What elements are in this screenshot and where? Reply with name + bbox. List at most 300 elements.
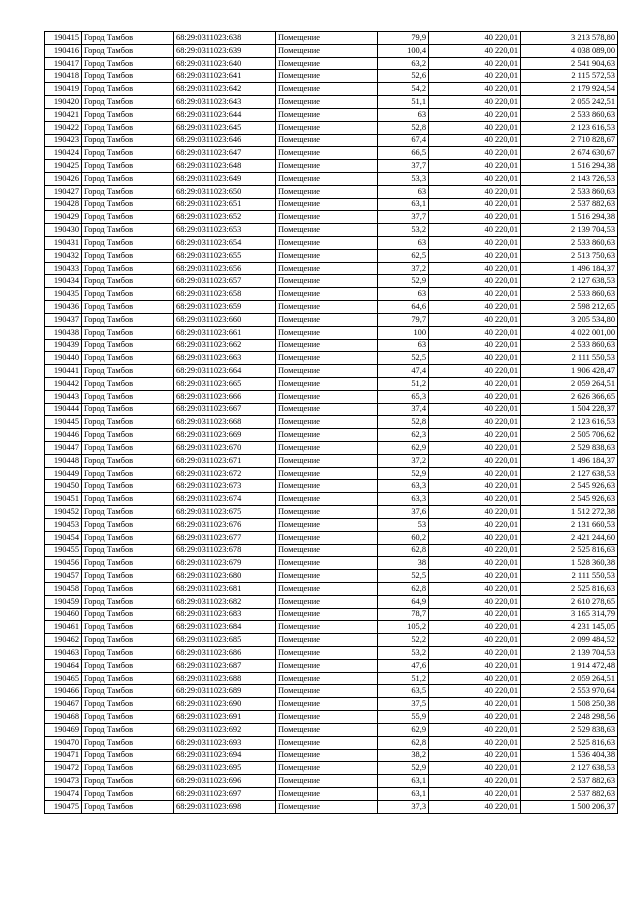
specific-value-cell: 40 220,01 [429, 96, 521, 109]
cadastral-value-cell: 4 231 145,05 [521, 621, 618, 634]
row-number-cell: 190451 [45, 493, 82, 506]
cadastral-number-cell: 68:29:0311023:646 [174, 134, 276, 147]
area-cell: 52,9 [378, 275, 429, 288]
area-cell: 37,6 [378, 506, 429, 519]
cadastral-value-cell: 2 111 550,53 [521, 570, 618, 583]
area-cell: 100 [378, 326, 429, 339]
row-number-cell: 190443 [45, 390, 82, 403]
table-row [45, 467, 618, 480]
area-cell: 62,5 [378, 249, 429, 262]
specific-value-cell: 40 220,01 [429, 275, 521, 288]
area-cell: 37,3 [378, 800, 429, 813]
municipality-cell: Город Тамбов [82, 531, 174, 544]
specific-value-cell: 40 220,01 [429, 723, 521, 736]
municipality-cell: Город Тамбов [82, 672, 174, 685]
specific-value-cell: 40 220,01 [429, 608, 521, 621]
cadastral-value-cell: 2 533 860,63 [521, 108, 618, 121]
specific-value-cell: 40 220,01 [429, 57, 521, 70]
area-cell: 52,5 [378, 352, 429, 365]
object-type-cell: Помещение [276, 647, 378, 660]
cadastral-number-cell: 68:29:0311023:651 [174, 198, 276, 211]
cadastral-value-cell: 2 127 638,53 [521, 275, 618, 288]
municipality-cell: Город Тамбов [82, 275, 174, 288]
municipality-cell: Город Тамбов [82, 787, 174, 800]
cadastral-number-cell: 68:29:0311023:698 [174, 800, 276, 813]
row-number-cell: 190424 [45, 147, 82, 160]
cadastral-number-cell: 68:29:0311023:668 [174, 416, 276, 429]
specific-value-cell: 40 220,01 [429, 557, 521, 570]
municipality-cell: Город Тамбов [82, 32, 174, 45]
table-row [45, 493, 618, 506]
row-number-cell: 190469 [45, 723, 82, 736]
cadastral-value-cell: 3 213 578,80 [521, 32, 618, 45]
municipality-cell: Город Тамбов [82, 570, 174, 583]
municipality-cell: Город Тамбов [82, 454, 174, 467]
municipality-cell: Город Тамбов [82, 390, 174, 403]
table-row [45, 185, 618, 198]
specific-value-cell: 40 220,01 [429, 531, 521, 544]
row-number-cell: 190450 [45, 480, 82, 493]
specific-value-cell: 40 220,01 [429, 352, 521, 365]
area-cell: 63 [378, 339, 429, 352]
municipality-cell: Город Тамбов [82, 582, 174, 595]
object-type-cell: Помещение [276, 211, 378, 224]
object-type-cell: Помещение [276, 44, 378, 57]
object-type-cell: Помещение [276, 83, 378, 96]
cadastral-number-cell: 68:29:0311023:652 [174, 211, 276, 224]
row-number-cell: 190430 [45, 224, 82, 237]
specific-value-cell: 40 220,01 [429, 647, 521, 660]
municipality-cell: Город Тамбов [82, 365, 174, 378]
object-type-cell: Помещение [276, 775, 378, 788]
document-page [44, 31, 618, 814]
object-type-cell: Помещение [276, 672, 378, 685]
cadastral-value-table [44, 31, 618, 814]
cadastral-value-cell: 2 111 550,53 [521, 352, 618, 365]
municipality-cell: Город Тамбов [82, 83, 174, 96]
area-cell: 51,1 [378, 96, 429, 109]
area-cell: 52,5 [378, 570, 429, 583]
object-type-cell: Помещение [276, 557, 378, 570]
specific-value-cell: 40 220,01 [429, 262, 521, 275]
row-number-cell: 190447 [45, 442, 82, 455]
table-row [45, 659, 618, 672]
municipality-cell: Город Тамбов [82, 237, 174, 250]
object-type-cell: Помещение [276, 800, 378, 813]
area-cell: 63,2 [378, 57, 429, 70]
cadastral-value-cell: 2 610 278,65 [521, 595, 618, 608]
cadastral-value-cell: 2 541 904,63 [521, 57, 618, 70]
specific-value-cell: 40 220,01 [429, 711, 521, 724]
cadastral-value-cell: 1 516 294,38 [521, 160, 618, 173]
table-row [45, 518, 618, 531]
object-type-cell: Помещение [276, 787, 378, 800]
area-cell: 63,3 [378, 493, 429, 506]
municipality-cell: Город Тамбов [82, 800, 174, 813]
area-cell: 62,8 [378, 544, 429, 557]
municipality-cell: Город Тамбов [82, 608, 174, 621]
table-row [45, 506, 618, 519]
municipality-cell: Город Тамбов [82, 121, 174, 134]
area-cell: 53,2 [378, 224, 429, 237]
area-cell: 63,3 [378, 480, 429, 493]
area-cell: 62,8 [378, 736, 429, 749]
area-cell: 65,3 [378, 390, 429, 403]
cadastral-value-cell: 2 059 264,51 [521, 672, 618, 685]
cadastral-number-cell: 68:29:0311023:666 [174, 390, 276, 403]
row-number-cell: 190456 [45, 557, 82, 570]
cadastral-number-cell: 68:29:0311023:645 [174, 121, 276, 134]
cadastral-value-cell: 2 545 926,63 [521, 493, 618, 506]
specific-value-cell: 40 220,01 [429, 659, 521, 672]
area-cell: 52,9 [378, 762, 429, 775]
specific-value-cell: 40 220,01 [429, 147, 521, 160]
area-cell: 51,2 [378, 377, 429, 390]
area-cell: 53,2 [378, 647, 429, 660]
cadastral-number-cell: 68:29:0311023:648 [174, 160, 276, 173]
object-type-cell: Помещение [276, 262, 378, 275]
municipality-cell: Город Тамбов [82, 224, 174, 237]
specific-value-cell: 40 220,01 [429, 736, 521, 749]
row-number-cell: 190465 [45, 672, 82, 685]
specific-value-cell: 40 220,01 [429, 44, 521, 57]
specific-value-cell: 40 220,01 [429, 544, 521, 557]
cadastral-value-cell: 1 512 272,38 [521, 506, 618, 519]
row-number-cell: 190473 [45, 775, 82, 788]
municipality-cell: Город Тамбов [82, 326, 174, 339]
specific-value-cell: 40 220,01 [429, 70, 521, 83]
specific-value-cell: 40 220,01 [429, 377, 521, 390]
cadastral-value-cell: 2 626 366,65 [521, 390, 618, 403]
row-number-cell: 190439 [45, 339, 82, 352]
cadastral-number-cell: 68:29:0311023:680 [174, 570, 276, 583]
cadastral-value-cell: 2 127 638,53 [521, 762, 618, 775]
table-row [45, 723, 618, 736]
specific-value-cell: 40 220,01 [429, 672, 521, 685]
cadastral-number-cell: 68:29:0311023:649 [174, 172, 276, 185]
table-row [45, 211, 618, 224]
table-body [45, 32, 618, 814]
specific-value-cell: 40 220,01 [429, 83, 521, 96]
cadastral-number-cell: 68:29:0311023:677 [174, 531, 276, 544]
table-row [45, 570, 618, 583]
row-number-cell: 190422 [45, 121, 82, 134]
cadastral-value-cell: 2 545 926,63 [521, 480, 618, 493]
cadastral-number-cell: 68:29:0311023:688 [174, 672, 276, 685]
table-row [45, 442, 618, 455]
table-row [45, 685, 618, 698]
municipality-cell: Город Тамбов [82, 57, 174, 70]
area-cell: 37,2 [378, 454, 429, 467]
row-number-cell: 190421 [45, 108, 82, 121]
object-type-cell: Помещение [276, 634, 378, 647]
object-type-cell: Помещение [276, 121, 378, 134]
area-cell: 79,9 [378, 32, 429, 45]
cadastral-number-cell: 68:29:0311023:664 [174, 365, 276, 378]
specific-value-cell: 40 220,01 [429, 467, 521, 480]
specific-value-cell: 40 220,01 [429, 762, 521, 775]
specific-value-cell: 40 220,01 [429, 685, 521, 698]
row-number-cell: 190417 [45, 57, 82, 70]
row-number-cell: 190467 [45, 698, 82, 711]
area-cell: 37,5 [378, 698, 429, 711]
cadastral-number-cell: 68:29:0311023:691 [174, 711, 276, 724]
table-row [45, 365, 618, 378]
cadastral-value-cell: 2 513 750,63 [521, 249, 618, 262]
cadastral-number-cell: 68:29:0311023:656 [174, 262, 276, 275]
table-row [45, 160, 618, 173]
cadastral-value-cell: 2 537 882,63 [521, 198, 618, 211]
cadastral-value-cell: 2 674 630,67 [521, 147, 618, 160]
table-row [45, 134, 618, 147]
row-number-cell: 190455 [45, 544, 82, 557]
cadastral-number-cell: 68:29:0311023:673 [174, 480, 276, 493]
municipality-cell: Город Тамбов [82, 70, 174, 83]
area-cell: 38,2 [378, 749, 429, 762]
object-type-cell: Помещение [276, 339, 378, 352]
municipality-cell: Город Тамбов [82, 634, 174, 647]
object-type-cell: Помещение [276, 608, 378, 621]
table-row [45, 352, 618, 365]
cadastral-value-cell: 1 496 184,37 [521, 262, 618, 275]
specific-value-cell: 40 220,01 [429, 416, 521, 429]
area-cell: 37,2 [378, 262, 429, 275]
cadastral-value-cell: 2 529 838,63 [521, 442, 618, 455]
cadastral-number-cell: 68:29:0311023:682 [174, 595, 276, 608]
area-cell: 63 [378, 108, 429, 121]
row-number-cell: 190426 [45, 172, 82, 185]
table-row [45, 275, 618, 288]
row-number-cell: 190463 [45, 647, 82, 660]
municipality-cell: Город Тамбов [82, 736, 174, 749]
cadastral-number-cell: 68:29:0311023:660 [174, 313, 276, 326]
table-row [45, 262, 618, 275]
table-row [45, 787, 618, 800]
specific-value-cell: 40 220,01 [429, 326, 521, 339]
cadastral-number-cell: 68:29:0311023:654 [174, 237, 276, 250]
municipality-cell: Город Тамбов [82, 544, 174, 557]
object-type-cell: Помещение [276, 377, 378, 390]
row-number-cell: 190420 [45, 96, 82, 109]
cadastral-number-cell: 68:29:0311023:669 [174, 429, 276, 442]
area-cell: 63 [378, 237, 429, 250]
cadastral-value-cell: 2 537 882,63 [521, 775, 618, 788]
table-row [45, 249, 618, 262]
table-row [45, 454, 618, 467]
cadastral-number-cell: 68:29:0311023:672 [174, 467, 276, 480]
specific-value-cell: 40 220,01 [429, 749, 521, 762]
object-type-cell: Помещение [276, 32, 378, 45]
row-number-cell: 190444 [45, 403, 82, 416]
area-cell: 54,2 [378, 83, 429, 96]
area-cell: 64,9 [378, 595, 429, 608]
municipality-cell: Город Тамбов [82, 595, 174, 608]
cadastral-number-cell: 68:29:0311023:659 [174, 301, 276, 314]
table-row [45, 544, 618, 557]
table-row [45, 339, 618, 352]
cadastral-number-cell: 68:29:0311023:643 [174, 96, 276, 109]
cadastral-value-cell: 2 710 828,67 [521, 134, 618, 147]
area-cell: 62,9 [378, 442, 429, 455]
object-type-cell: Помещение [276, 570, 378, 583]
municipality-cell: Город Тамбов [82, 147, 174, 160]
municipality-cell: Город Тамбов [82, 621, 174, 634]
cadastral-value-cell: 1 528 360,38 [521, 557, 618, 570]
specific-value-cell: 40 220,01 [429, 32, 521, 45]
object-type-cell: Помещение [276, 275, 378, 288]
cadastral-value-cell: 2 525 816,63 [521, 544, 618, 557]
row-number-cell: 190434 [45, 275, 82, 288]
cadastral-value-cell: 2 139 704,53 [521, 224, 618, 237]
row-number-cell: 190470 [45, 736, 82, 749]
area-cell: 55,9 [378, 711, 429, 724]
object-type-cell: Помещение [276, 249, 378, 262]
cadastral-number-cell: 68:29:0311023:696 [174, 775, 276, 788]
cadastral-number-cell: 68:29:0311023:692 [174, 723, 276, 736]
table-row [45, 711, 618, 724]
cadastral-value-cell: 4 022 001,00 [521, 326, 618, 339]
table-row [45, 595, 618, 608]
municipality-cell: Город Тамбов [82, 288, 174, 301]
cadastral-number-cell: 68:29:0311023:676 [174, 518, 276, 531]
row-number-cell: 190428 [45, 198, 82, 211]
cadastral-value-cell: 2 055 242,51 [521, 96, 618, 109]
municipality-cell: Город Тамбов [82, 96, 174, 109]
object-type-cell: Помещение [276, 326, 378, 339]
cadastral-value-cell: 2 533 860,63 [521, 185, 618, 198]
object-type-cell: Помещение [276, 762, 378, 775]
cadastral-value-cell: 4 038 089,00 [521, 44, 618, 57]
table-row [45, 557, 618, 570]
table-row [45, 390, 618, 403]
row-number-cell: 190436 [45, 301, 82, 314]
cadastral-number-cell: 68:29:0311023:683 [174, 608, 276, 621]
table-row [45, 32, 618, 45]
municipality-cell: Город Тамбов [82, 416, 174, 429]
area-cell: 79,7 [378, 313, 429, 326]
cadastral-number-cell: 68:29:0311023:644 [174, 108, 276, 121]
table-row [45, 172, 618, 185]
cadastral-value-cell: 2 115 572,53 [521, 70, 618, 83]
specific-value-cell: 40 220,01 [429, 787, 521, 800]
municipality-cell: Город Тамбов [82, 557, 174, 570]
table-row [45, 416, 618, 429]
cadastral-number-cell: 68:29:0311023:690 [174, 698, 276, 711]
table-row [45, 237, 618, 250]
cadastral-number-cell: 68:29:0311023:642 [174, 83, 276, 96]
cadastral-value-cell: 2 533 860,63 [521, 288, 618, 301]
area-cell: 64,6 [378, 301, 429, 314]
cadastral-number-cell: 68:29:0311023:695 [174, 762, 276, 775]
object-type-cell: Помещение [276, 621, 378, 634]
row-number-cell: 190416 [45, 44, 82, 57]
object-type-cell: Помещение [276, 237, 378, 250]
area-cell: 62,8 [378, 582, 429, 595]
object-type-cell: Помещение [276, 160, 378, 173]
row-number-cell: 190429 [45, 211, 82, 224]
municipality-cell: Город Тамбов [82, 301, 174, 314]
area-cell: 37,7 [378, 160, 429, 173]
cadastral-value-cell: 1 536 404,38 [521, 749, 618, 762]
row-number-cell: 190448 [45, 454, 82, 467]
object-type-cell: Помещение [276, 480, 378, 493]
specific-value-cell: 40 220,01 [429, 775, 521, 788]
cadastral-value-cell: 1 504 228,37 [521, 403, 618, 416]
row-number-cell: 190438 [45, 326, 82, 339]
row-number-cell: 190462 [45, 634, 82, 647]
object-type-cell: Помещение [276, 108, 378, 121]
cadastral-value-cell: 3 205 534,80 [521, 313, 618, 326]
municipality-cell: Город Тамбов [82, 185, 174, 198]
municipality-cell: Город Тамбов [82, 198, 174, 211]
table-row [45, 480, 618, 493]
row-number-cell: 190475 [45, 800, 82, 813]
object-type-cell: Помещение [276, 493, 378, 506]
specific-value-cell: 40 220,01 [429, 493, 521, 506]
cadastral-value-cell: 2 143 726,53 [521, 172, 618, 185]
cadastral-value-cell: 1 516 294,38 [521, 211, 618, 224]
row-number-cell: 190446 [45, 429, 82, 442]
row-number-cell: 190427 [45, 185, 82, 198]
cadastral-value-cell: 2 127 638,53 [521, 467, 618, 480]
object-type-cell: Помещение [276, 390, 378, 403]
municipality-cell: Город Тамбов [82, 108, 174, 121]
cadastral-value-cell: 2 533 860,63 [521, 339, 618, 352]
municipality-cell: Город Тамбов [82, 262, 174, 275]
table-row [45, 57, 618, 70]
table-row [45, 403, 618, 416]
specific-value-cell: 40 220,01 [429, 403, 521, 416]
cadastral-value-cell: 3 165 314,79 [521, 608, 618, 621]
cadastral-value-cell: 1 914 472,48 [521, 659, 618, 672]
object-type-cell: Помещение [276, 352, 378, 365]
municipality-cell: Город Тамбов [82, 313, 174, 326]
row-number-cell: 190445 [45, 416, 82, 429]
cadastral-number-cell: 68:29:0311023:674 [174, 493, 276, 506]
object-type-cell: Помещение [276, 659, 378, 672]
cadastral-number-cell: 68:29:0311023:687 [174, 659, 276, 672]
specific-value-cell: 40 220,01 [429, 108, 521, 121]
area-cell: 63,1 [378, 198, 429, 211]
table-row [45, 672, 618, 685]
specific-value-cell: 40 220,01 [429, 134, 521, 147]
cadastral-value-cell: 1 500 206,37 [521, 800, 618, 813]
cadastral-value-cell: 2 525 816,63 [521, 736, 618, 749]
table-row [45, 70, 618, 83]
municipality-cell: Город Тамбов [82, 749, 174, 762]
row-number-cell: 190468 [45, 711, 82, 724]
cadastral-number-cell: 68:29:0311023:657 [174, 275, 276, 288]
cadastral-number-cell: 68:29:0311023:653 [174, 224, 276, 237]
area-cell: 100,4 [378, 44, 429, 57]
cadastral-number-cell: 68:29:0311023:679 [174, 557, 276, 570]
area-cell: 63,1 [378, 787, 429, 800]
specific-value-cell: 40 220,01 [429, 429, 521, 442]
cadastral-number-cell: 68:29:0311023:638 [174, 32, 276, 45]
row-number-cell: 190442 [45, 377, 82, 390]
row-number-cell: 190449 [45, 467, 82, 480]
table-row [45, 634, 618, 647]
row-number-cell: 190474 [45, 787, 82, 800]
municipality-cell: Город Тамбов [82, 160, 174, 173]
area-cell: 63,5 [378, 685, 429, 698]
cadastral-value-cell: 2 059 264,51 [521, 377, 618, 390]
municipality-cell: Город Тамбов [82, 442, 174, 455]
object-type-cell: Помещение [276, 736, 378, 749]
row-number-cell: 190452 [45, 506, 82, 519]
cadastral-value-cell: 2 248 298,56 [521, 711, 618, 724]
cadastral-value-cell: 2 505 706,62 [521, 429, 618, 442]
